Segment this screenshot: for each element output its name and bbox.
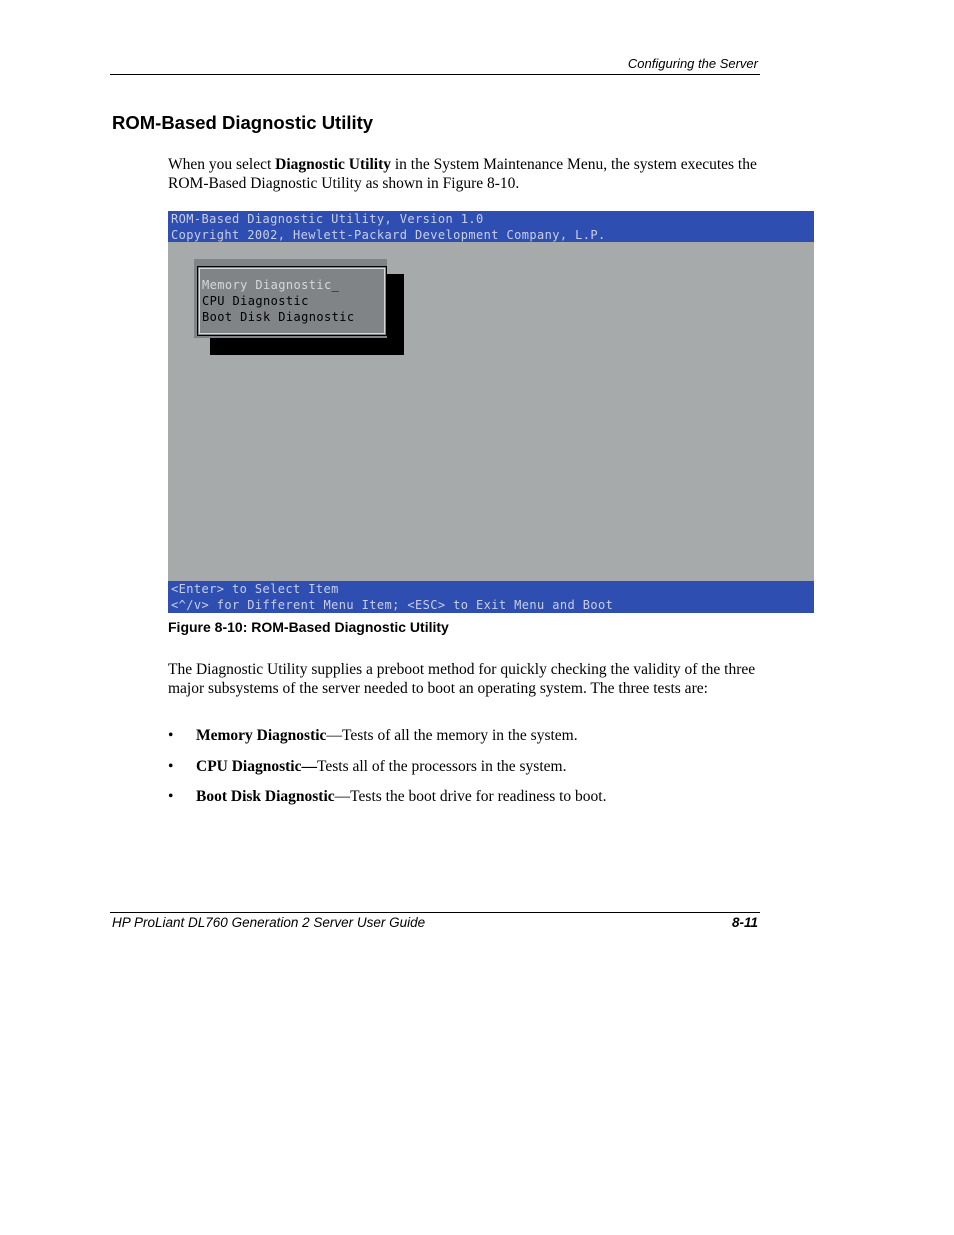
diagnostic-utility-screenshot <box>168 211 814 613</box>
menu-item-memory-diagnostic[interactable] <box>202 277 339 293</box>
page-number: 8-11 <box>731 915 758 930</box>
bullet: • <box>168 757 174 775</box>
test-description: —Tests of all the memory in the system. <box>326 727 578 744</box>
text-cursor: _ <box>331 278 340 292</box>
menu-item-boot-disk-diagnostic[interactable]: Boot Disk Diagnostic <box>202 310 355 324</box>
figure-caption: Figure 8-10: ROM-Based Diagnostic Utility <box>168 619 449 635</box>
status-navigation-hint: <^/v> for Different Menu Item; <ESC> to Exit Menu and Boot <box>171 598 614 612</box>
bullet: • <box>168 788 174 805</box>
footer-rule <box>110 912 760 913</box>
list-item <box>168 726 760 746</box>
bullet: • <box>168 727 174 744</box>
list-item <box>168 787 760 807</box>
section-heading: ROM-Based Diagnostic Utility <box>112 112 374 133</box>
body-paragraph: The Diagnostic Utility supplies a preboot method for quickly checking the validity of the three major subsystems of the server needed to boot an operating system. The three tests are: <box>168 661 756 697</box>
intro-bold-term: Diagnostic Utility <box>275 156 391 173</box>
terminal-status-bar <box>168 581 814 613</box>
intro-paragraph <box>168 156 760 193</box>
status-enter-hint: <Enter> to Select Item <box>171 582 339 596</box>
terminal-copyright-line: Copyright 2002, Hewlett-Packard Development Company, L.P. <box>171 228 606 242</box>
intro-text-after: in the System Maintenance Menu, the system executes the ROM-Based Diagnostic Utility as shown in Figure 8-10. <box>168 156 757 192</box>
intro-text-before: When you select <box>168 156 276 173</box>
tests-list <box>168 726 760 818</box>
terminal-title-bar <box>168 211 814 242</box>
list-item <box>168 757 760 777</box>
test-name: CPU Diagnostic— <box>196 757 317 775</box>
running-header: Configuring the Server <box>627 56 758 71</box>
menu-item-cpu-diagnostic[interactable]: CPU Diagnostic <box>202 294 309 308</box>
terminal-title-line: ROM-Based Diagnostic Utility, Version 1.0 <box>171 212 484 226</box>
footer-guide-title: HP ProLiant DL760 Generation 2 Server User Guide <box>112 915 426 930</box>
test-description: Tests all of the processors in the system. <box>316 757 567 775</box>
test-description: —Tests the boot drive for readiness to boot. <box>334 788 607 805</box>
menu-item-memory-label: Memory Diagnostic <box>202 278 332 292</box>
diagnostic-menu-frame <box>197 266 387 336</box>
test-name: Boot Disk Diagnostic <box>196 788 335 805</box>
test-name: Memory Diagnostic <box>196 727 327 744</box>
header-rule <box>110 74 760 75</box>
